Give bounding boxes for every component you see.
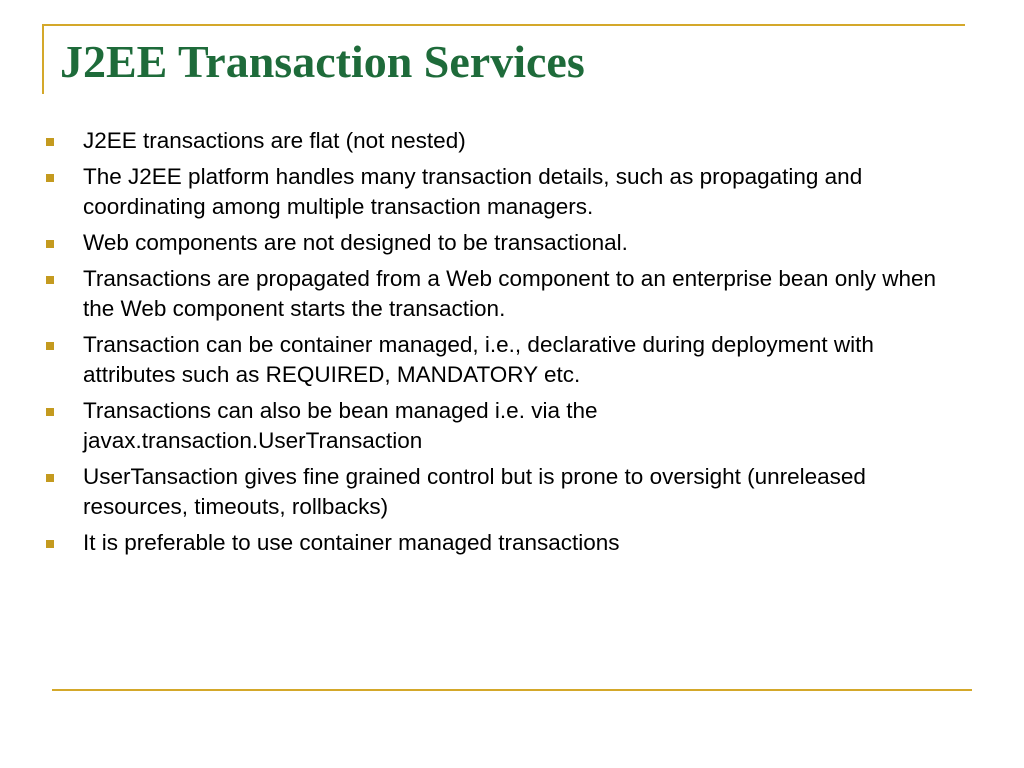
bullet-text: The J2EE platform handles many transaction details, such as propagating and coordinating among multiple transaction managers.	[83, 164, 863, 219]
list-item	[42, 264, 942, 324]
list-item	[42, 462, 942, 522]
list-item	[42, 396, 942, 456]
bullet-text: Transactions can also be bean managed i.e. via the javax.transaction.UserTransaction	[83, 398, 598, 453]
square-bullet-icon	[46, 342, 54, 350]
bullet-text: Web components are not designed to be transactional.	[83, 230, 628, 255]
bottom-divider	[52, 689, 972, 691]
square-bullet-icon	[46, 408, 54, 416]
square-bullet-icon	[46, 474, 54, 482]
top-divider	[42, 24, 965, 26]
bullet-text: Transaction can be container managed, i.e., declarative during deployment with attributes such as REQUIRED, MANDATORY etc.	[83, 332, 874, 387]
bullet-text: Transactions are propagated from a Web component to an enterprise bean only when the Web component starts the transaction.	[83, 266, 937, 321]
list-item	[42, 528, 942, 558]
square-bullet-icon	[46, 174, 54, 182]
slide-title: J2EE Transaction Services	[60, 36, 585, 87]
bullet-text: UserTansaction gives fine grained control but is prone to oversight (unreleased resources, timeouts, rollbacks)	[83, 464, 866, 519]
square-bullet-icon	[46, 276, 54, 284]
square-bullet-icon	[46, 138, 54, 146]
list-item	[42, 330, 942, 390]
bullet-text: J2EE transactions are flat (not nested)	[83, 128, 466, 153]
square-bullet-icon	[46, 240, 54, 248]
bullet-text: It is preferable to use container managed transactions	[83, 530, 620, 555]
list-item	[42, 228, 942, 258]
bullet-list	[42, 126, 942, 564]
list-item	[42, 126, 942, 156]
list-item	[42, 162, 942, 222]
square-bullet-icon	[46, 540, 54, 548]
left-accent-divider	[42, 24, 44, 94]
